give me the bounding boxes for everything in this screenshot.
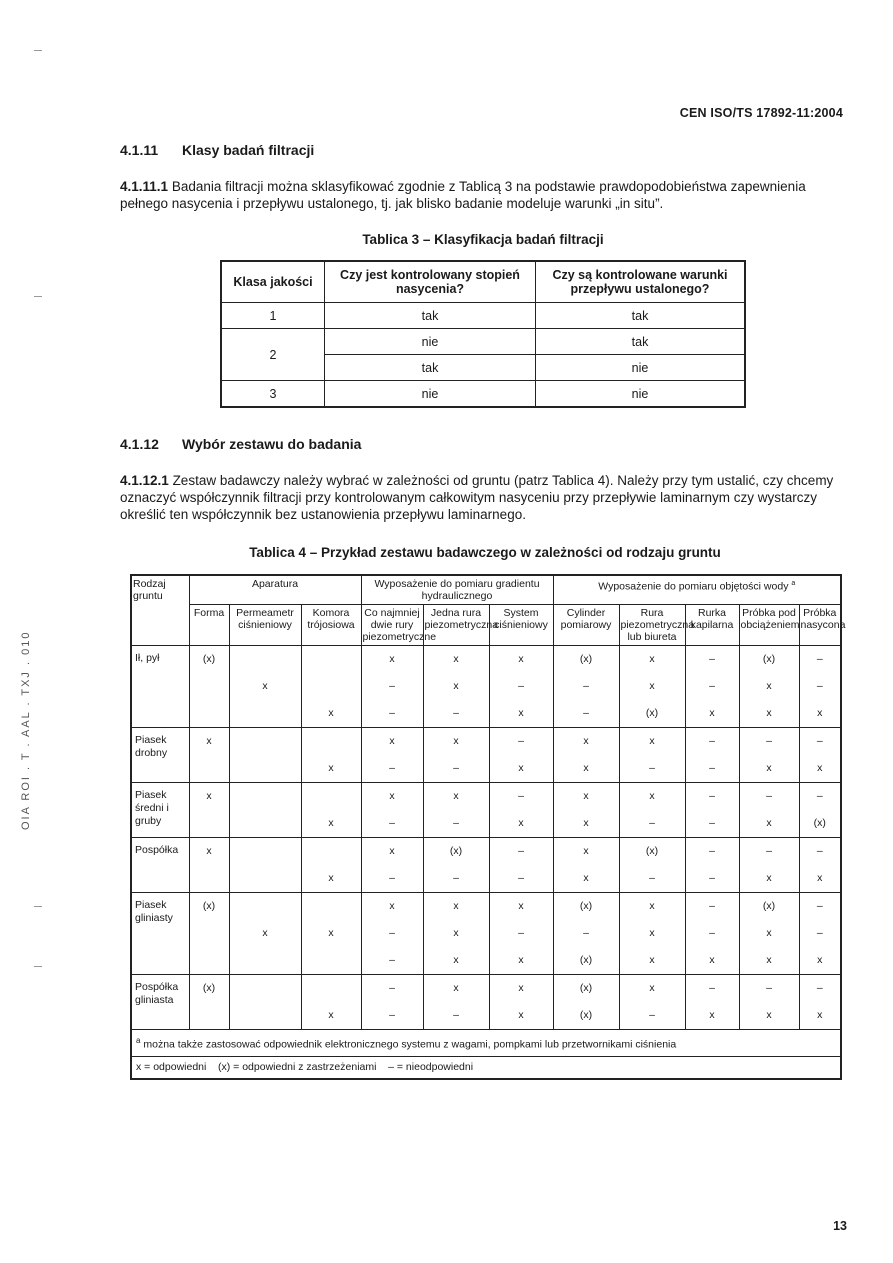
footnote-marker: a xyxy=(136,1036,141,1045)
table4-cell: – xyxy=(799,893,841,921)
table4-footnote-row xyxy=(131,1030,841,1057)
table4-cell: – xyxy=(685,646,739,674)
table4-cell: (x) xyxy=(553,947,619,975)
table-row xyxy=(131,838,841,866)
table4-cell xyxy=(189,755,229,783)
table3-cell: tak xyxy=(536,329,746,355)
table4-cell: – xyxy=(685,783,739,811)
table3-cell: nie xyxy=(536,381,746,408)
table4-soil-type: Piasek drobny xyxy=(131,728,189,783)
table-row xyxy=(131,673,841,700)
table4-cell: x xyxy=(489,700,553,728)
table4-sub-header: System ciśnieniowy xyxy=(489,605,553,646)
table3-header: Czy są kontrolowane warunki przepływu ustalonego? xyxy=(536,261,746,303)
table3-header: Klasa jakości xyxy=(221,261,325,303)
table4-cell: – xyxy=(799,646,841,674)
table4-cell xyxy=(229,700,301,728)
table4-soil-type: Pospółka gliniasta xyxy=(131,975,189,1030)
table4-cell: x xyxy=(489,947,553,975)
table4-cell xyxy=(189,947,229,975)
table4-cell: x xyxy=(489,810,553,838)
table4-cell: x xyxy=(361,838,423,866)
table4-cell: x xyxy=(553,810,619,838)
table-row xyxy=(221,303,745,329)
table4-cell: – xyxy=(739,783,799,811)
table4-cell: x xyxy=(619,893,685,921)
table4-cell: x xyxy=(739,755,799,783)
table4-cell: – xyxy=(799,783,841,811)
table4-caption: Tablica 4 – Przykład zestawu badawczego w zależności od rodzaju gruntu xyxy=(249,545,721,560)
table4-cell: x xyxy=(799,755,841,783)
table4-cell: – xyxy=(489,838,553,866)
side-scan-text: OIA ROI . T . AAL . TXJ . 010 xyxy=(20,630,32,830)
table4-cell: x xyxy=(301,755,361,783)
table4-cell: – xyxy=(489,673,553,700)
table4-cell xyxy=(301,838,361,866)
table4-cell xyxy=(229,728,301,756)
table4-cell: x xyxy=(685,1002,739,1030)
table-row xyxy=(131,810,841,838)
table3-cell: nie xyxy=(536,355,746,381)
table4-cell: – xyxy=(685,728,739,756)
table3-cell: 3 xyxy=(221,381,325,408)
table3-cell: nie xyxy=(325,329,536,355)
table4-cell xyxy=(301,728,361,756)
footnote-text: można także zastosować odpowiednik elektronicznego systemu z wagami, pompkami lub przetwornikami ciśnienia xyxy=(143,1038,677,1051)
table4-cell: x xyxy=(619,975,685,1003)
table4-cell: x xyxy=(685,700,739,728)
table4-cell xyxy=(301,783,361,811)
table4-cell xyxy=(301,975,361,1003)
table4-cell: x xyxy=(423,646,489,674)
table4-sub-header: Jedna rura piezometryczna xyxy=(423,605,489,646)
section-title: Wybór zestawu do badania xyxy=(182,436,362,452)
table4-cell: – xyxy=(423,755,489,783)
table4-sub-header: Forma xyxy=(189,605,229,646)
table4-cell: x xyxy=(619,783,685,811)
table4-cell: – xyxy=(619,1002,685,1030)
table4-legend-row xyxy=(131,1056,841,1079)
table4-cell: x xyxy=(619,947,685,975)
table4-cell: x xyxy=(799,865,841,893)
table4-cell xyxy=(189,920,229,947)
table4-cell: – xyxy=(619,755,685,783)
table4-cell: – xyxy=(799,975,841,1003)
table4-cell: x xyxy=(739,865,799,893)
table4-cell: (x) xyxy=(189,893,229,921)
table4-cell xyxy=(229,975,301,1003)
table4-cell: x xyxy=(423,893,489,921)
table4-cell: x xyxy=(739,700,799,728)
table4-cell xyxy=(189,810,229,838)
table4-sub-header: Próbka nasycona xyxy=(799,605,841,646)
table4-cell: – xyxy=(685,920,739,947)
table4-cell: x xyxy=(799,700,841,728)
table4-cell: x xyxy=(423,728,489,756)
table4-cell: x xyxy=(799,1002,841,1030)
table4-sub-header-row xyxy=(131,605,841,646)
table4-cell: x xyxy=(619,673,685,700)
section-number: 4.1.12 xyxy=(120,436,159,452)
table4-cell: x xyxy=(553,755,619,783)
section-heading-4-1-11 xyxy=(120,142,314,158)
table4-cell: x xyxy=(229,673,301,700)
table4-sub-header: Cylinder pomiarowy xyxy=(553,605,619,646)
table4-cell: – xyxy=(489,783,553,811)
table4-cell: x xyxy=(619,728,685,756)
table4-cell xyxy=(301,893,361,921)
paragraph-4-1-12-1 xyxy=(120,472,838,523)
table4-cell: x xyxy=(361,783,423,811)
table-row xyxy=(131,755,841,783)
section-heading-4-1-12 xyxy=(120,436,361,452)
table4-cell: – xyxy=(361,755,423,783)
table-row xyxy=(131,700,841,728)
table4-cell xyxy=(301,646,361,674)
table4-footnote xyxy=(131,1030,841,1057)
page-number: 13 xyxy=(833,1219,847,1233)
table3-cell: tak xyxy=(536,303,746,329)
table4-soil-type: Pospółka xyxy=(131,838,189,893)
table4-cell: (x) xyxy=(423,838,489,866)
table-row xyxy=(131,893,841,921)
table4-header-rodzaj: Rodzaj gruntu xyxy=(131,575,189,646)
paragraph-4-1-11-1 xyxy=(120,178,838,212)
document-id: CEN ISO/TS 17892-11:2004 xyxy=(679,106,843,120)
table4-cell: – xyxy=(739,728,799,756)
table4-cell: x xyxy=(489,755,553,783)
margin-mark xyxy=(34,50,42,51)
table-row xyxy=(221,329,745,355)
table4-cell: x xyxy=(423,920,489,947)
table4-cell: x xyxy=(423,673,489,700)
table4-cell xyxy=(189,673,229,700)
table4-cell xyxy=(301,947,361,975)
table4-header-objetosc xyxy=(553,575,841,605)
table4-cell: x xyxy=(301,810,361,838)
table4-cell: x xyxy=(685,947,739,975)
table4-cell: x xyxy=(423,947,489,975)
table4-cell: – xyxy=(685,838,739,866)
table4-cell: – xyxy=(739,838,799,866)
table4-cell: – xyxy=(799,920,841,947)
table4-cell: – xyxy=(799,838,841,866)
footnote-marker: a xyxy=(791,580,796,587)
table4-cell: – xyxy=(619,810,685,838)
table4-cell: – xyxy=(489,865,553,893)
table4-cell: (x) xyxy=(189,975,229,1003)
table4-cell xyxy=(229,810,301,838)
table4-cell: (x) xyxy=(739,893,799,921)
table4-cell: (x) xyxy=(619,838,685,866)
table4-cell xyxy=(229,646,301,674)
table-row xyxy=(221,381,745,408)
table4-cell: – xyxy=(685,865,739,893)
table4-soil-type: Piasek średni i gruby xyxy=(131,783,189,838)
table4-cell: (x) xyxy=(553,975,619,1003)
paragraph-text: Badania filtracji można sklasyfikować zgodnie z Tablicą 3 na podstawie prawdopodobieństwa zapewnienia pełnego nasycenia i przepływu ustalonego, tj. jak blisko badanie modeluje warunki „in situ”. xyxy=(120,179,806,211)
paragraph-text: Zestaw badawczy należy wybrać w zależności od gruntu (patrz Tablica 4). Należy przy tym ustalić, czy chcemy oznaczyć współczynnik filtracji przy kontrolowanym całkowitym nasyceniu przy przepływie laminarnym czy wystarczy określić ten współczynnik bez ustanowienia przepływu laminarnego. xyxy=(120,473,834,522)
table4-cell: – xyxy=(361,947,423,975)
table4-cell: – xyxy=(489,728,553,756)
table4-cell: x xyxy=(489,646,553,674)
table4-cell: – xyxy=(739,975,799,1003)
table4-cell: – xyxy=(423,1002,489,1030)
table4-cell: x xyxy=(423,975,489,1003)
table4-cell: – xyxy=(361,920,423,947)
table4-soil-type: Piasek gliniasty xyxy=(131,893,189,975)
table4-cell: x xyxy=(189,728,229,756)
table4-cell: x xyxy=(489,893,553,921)
table4-cell: x xyxy=(301,865,361,893)
table4-cell: – xyxy=(489,920,553,947)
table4-cell xyxy=(229,755,301,783)
table4-cell: (x) xyxy=(739,646,799,674)
table-row xyxy=(131,920,841,947)
table4-cell xyxy=(229,1002,301,1030)
table-row xyxy=(131,646,841,674)
table4-cell: – xyxy=(799,728,841,756)
table4-cell: – xyxy=(685,673,739,700)
table4-cell: – xyxy=(799,673,841,700)
table4 xyxy=(130,574,846,1080)
table3-cell: 2 xyxy=(221,329,325,381)
table4-cell: – xyxy=(619,865,685,893)
table4-cell: x xyxy=(489,975,553,1003)
paragraph-number: 4.1.11.1 xyxy=(120,179,169,194)
table4-cell: – xyxy=(685,755,739,783)
margin-mark xyxy=(34,296,42,297)
table4-cell: – xyxy=(361,865,423,893)
paragraph-number: 4.1.12.1 xyxy=(120,473,169,488)
table4-sub-header: Co najmniej dwie rury piezometryczne xyxy=(361,605,423,646)
table4-header-aparatura: Aparatura xyxy=(189,575,361,605)
table4-cell xyxy=(301,673,361,700)
table4-cell: x xyxy=(361,646,423,674)
table4-cell: – xyxy=(685,810,739,838)
table4-cell: – xyxy=(361,673,423,700)
table4-cell: – xyxy=(361,700,423,728)
table4-cell: x xyxy=(619,646,685,674)
table4-cell: – xyxy=(361,810,423,838)
table3-header: Czy jest kontrolowany stopień nasycenia? xyxy=(325,261,536,303)
margin-mark xyxy=(34,966,42,967)
table4-cell: (x) xyxy=(553,646,619,674)
table4-cell: x xyxy=(739,673,799,700)
table4-cell: x xyxy=(799,947,841,975)
table4-cell: x xyxy=(739,920,799,947)
table4-cell: x xyxy=(739,947,799,975)
table4-cell: x xyxy=(301,920,361,947)
table4-cell: x xyxy=(619,920,685,947)
table-row xyxy=(131,865,841,893)
table4-cell: – xyxy=(361,1002,423,1030)
table4-cell: – xyxy=(553,920,619,947)
table4-cell: x xyxy=(553,865,619,893)
table4-cell: x xyxy=(301,1002,361,1030)
table4-soil-type: Ił, pył xyxy=(131,646,189,728)
table3-cell: 1 xyxy=(221,303,325,329)
table4-header-objetosc-text: Wyposażenie do pomiaru objętości wody xyxy=(598,580,789,593)
table4-cell: – xyxy=(685,975,739,1003)
table4-cell xyxy=(229,783,301,811)
table4-cell xyxy=(229,893,301,921)
table-row xyxy=(131,975,841,1003)
table4-sub-header: Rurka kapilarna xyxy=(685,605,739,646)
table4-cell: x xyxy=(189,783,229,811)
table4-cell: x xyxy=(189,838,229,866)
table4-cell: x xyxy=(229,920,301,947)
table4-cell: – xyxy=(361,975,423,1003)
table4-cell: – xyxy=(553,700,619,728)
table4-cell: – xyxy=(423,700,489,728)
table4-cell: (x) xyxy=(553,893,619,921)
table4-cell: x xyxy=(361,893,423,921)
table4-sub-header: Komora trójosiowa xyxy=(301,605,361,646)
table4-cell: (x) xyxy=(189,646,229,674)
table4-cell: – xyxy=(553,673,619,700)
table3-caption: Tablica 3 – Klasyfikacja badań filtracji xyxy=(362,232,604,247)
table4-cell: – xyxy=(685,893,739,921)
table4-cell: x xyxy=(423,783,489,811)
section-title: Klasy badań filtracji xyxy=(182,142,315,158)
table4-group-header-row xyxy=(131,575,841,605)
table4-cell: x xyxy=(301,700,361,728)
table4-cell xyxy=(189,700,229,728)
table3-header-row xyxy=(221,261,745,303)
table4-header-gradient: Wyposażenie do pomiaru gradientu hydraulicznego xyxy=(361,575,553,605)
table4-cell: x xyxy=(739,810,799,838)
table4-cell: x xyxy=(489,1002,553,1030)
table4-sub-header: Rura piezometryczna lub biureta xyxy=(619,605,685,646)
table4-cell: – xyxy=(423,865,489,893)
table4-cell: x xyxy=(553,728,619,756)
table4-cell xyxy=(189,1002,229,1030)
table4-sub-header: Próbka pod obciążeniem xyxy=(739,605,799,646)
table4-cell: x xyxy=(553,838,619,866)
table3-cell: nie xyxy=(325,381,536,408)
section-number: 4.1.11 xyxy=(120,142,159,158)
table4-cell xyxy=(229,865,301,893)
table4-cell xyxy=(189,865,229,893)
table4-legend: x = odpowiedni (x) = odpowiedni z zastrzeżeniami – = nieodpowiedni xyxy=(131,1056,841,1079)
table4-cell: x xyxy=(553,783,619,811)
table-row xyxy=(131,783,841,811)
table4-cell xyxy=(229,838,301,866)
table4-cell: x xyxy=(361,728,423,756)
table4-sub-header: Permeametr ciśnieniowy xyxy=(229,605,301,646)
table4-cell: (x) xyxy=(799,810,841,838)
table3-cell: tak xyxy=(325,303,536,329)
table4-cell: x xyxy=(739,1002,799,1030)
table-row xyxy=(131,1002,841,1030)
table-row xyxy=(131,728,841,756)
table4-cell: (x) xyxy=(553,1002,619,1030)
table4-cell xyxy=(229,947,301,975)
table3 xyxy=(220,260,746,408)
table-row xyxy=(131,947,841,975)
table3-cell: tak xyxy=(325,355,536,381)
margin-mark xyxy=(34,906,42,907)
table4-cell: – xyxy=(423,810,489,838)
table4-cell: (x) xyxy=(619,700,685,728)
